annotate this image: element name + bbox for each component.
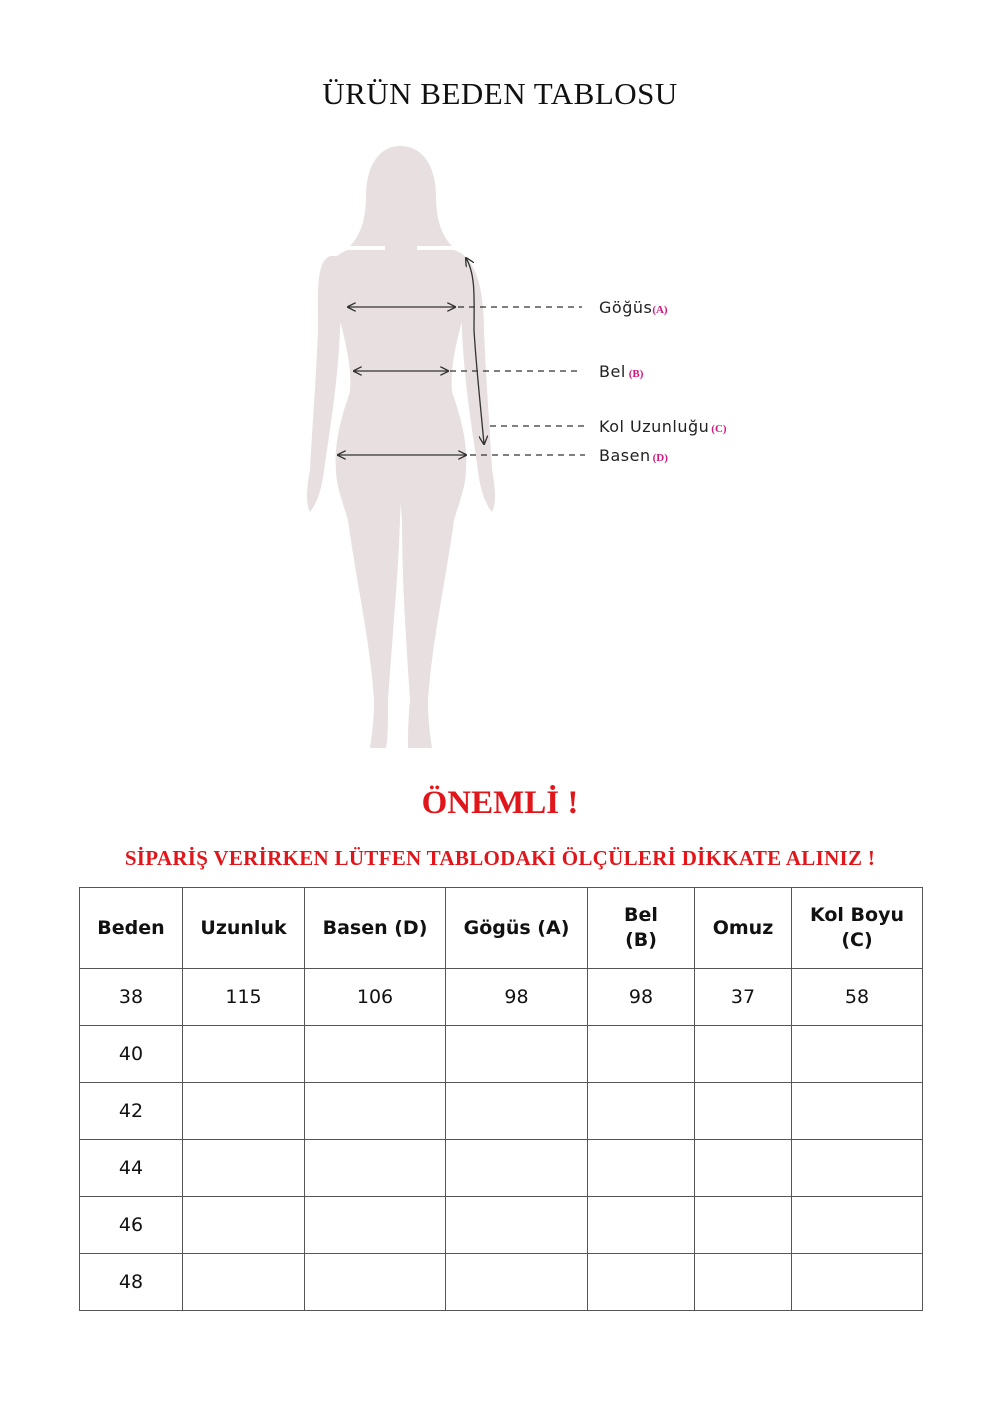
table-cell — [183, 1026, 305, 1083]
table-row — [80, 1197, 923, 1254]
size-cell: 40 — [80, 1026, 183, 1083]
table-cell — [695, 1026, 792, 1083]
table-cell — [446, 1254, 588, 1311]
measurement-label-kol-uzunlugu: Kol Uzunluğu — [599, 417, 710, 436]
size-cell: 46 — [80, 1197, 183, 1254]
size-cell: 44 — [80, 1140, 183, 1197]
important-heading: ÖNEMLİ ! — [421, 785, 579, 821]
table-cell — [446, 1026, 588, 1083]
table-cell — [305, 1026, 446, 1083]
column-header: Gögüs (A) — [446, 888, 588, 969]
table-cell — [446, 1140, 588, 1197]
table-cell — [695, 1083, 792, 1140]
measurement-code-b: (B) — [628, 368, 644, 380]
column-header: Kol Boyu (C) — [792, 888, 923, 969]
table-cell — [695, 1254, 792, 1311]
svg-text:Kol Uzunluğu(C) — [599, 417, 727, 436]
column-header: Omuz — [695, 888, 792, 969]
woman-silhouette — [307, 146, 495, 748]
table-cell — [588, 1140, 695, 1197]
table-cell — [588, 1083, 695, 1140]
table-cell — [305, 1197, 446, 1254]
measurement-code-d: (D) — [652, 452, 668, 464]
order-notice: SİPARİŞ VERİRKEN LÜTFEN TABLODAKİ ÖLÇÜLERİ DİKKATE ALINIZ ! — [124, 846, 876, 870]
table-cell: 58 — [792, 969, 923, 1026]
table-cell — [446, 1197, 588, 1254]
size-cell: 42 — [80, 1083, 183, 1140]
svg-text:Göğüs(A) — [599, 298, 668, 317]
page-title: ÜRÜN BEDEN TABLOSU — [322, 76, 678, 111]
svg-text:Bel(B) — [599, 362, 644, 381]
table-header-row — [80, 888, 923, 969]
measurement-code-a: (A) — [652, 304, 668, 316]
table-cell — [446, 1083, 588, 1140]
table-cell — [305, 1254, 446, 1311]
measurement-label-bel: Bel — [599, 362, 626, 381]
table-cell — [588, 1254, 695, 1311]
table-row — [80, 1254, 923, 1311]
table-cell: 37 — [695, 969, 792, 1026]
measurement-label-basen: Basen — [599, 446, 651, 465]
table-row — [80, 969, 923, 1026]
table-cell — [183, 1197, 305, 1254]
table-cell — [695, 1140, 792, 1197]
column-header: Beden — [80, 888, 183, 969]
table-cell — [695, 1197, 792, 1254]
table-cell: 115 — [183, 969, 305, 1026]
table-cell — [588, 1026, 695, 1083]
table-body — [80, 969, 923, 1311]
table-cell: 98 — [446, 969, 588, 1026]
size-table — [79, 887, 923, 1311]
table-cell — [183, 1140, 305, 1197]
table-cell: 106 — [305, 969, 446, 1026]
svg-text:Basen(D) — [599, 446, 668, 465]
size-cell: 38 — [80, 969, 183, 1026]
table-cell — [792, 1254, 923, 1311]
table-cell — [792, 1083, 923, 1140]
table-cell — [588, 1197, 695, 1254]
table-cell — [792, 1197, 923, 1254]
measurement-labels — [599, 298, 727, 465]
measurement-code-c: (C) — [711, 423, 727, 435]
table-row — [80, 1083, 923, 1140]
table-cell — [183, 1254, 305, 1311]
size-cell: 48 — [80, 1254, 183, 1311]
table-cell: 98 — [588, 969, 695, 1026]
column-header: Uzunluk — [183, 888, 305, 969]
table-cell — [792, 1140, 923, 1197]
table-row — [80, 1140, 923, 1197]
table-cell — [305, 1083, 446, 1140]
table-row — [80, 1026, 923, 1083]
table-cell — [183, 1083, 305, 1140]
column-header: Bel (B) — [588, 888, 695, 969]
table-cell — [305, 1140, 446, 1197]
column-header: Basen (D) — [305, 888, 446, 969]
table-cell — [792, 1026, 923, 1083]
measurement-label-gogus: Göğüs — [599, 298, 653, 317]
